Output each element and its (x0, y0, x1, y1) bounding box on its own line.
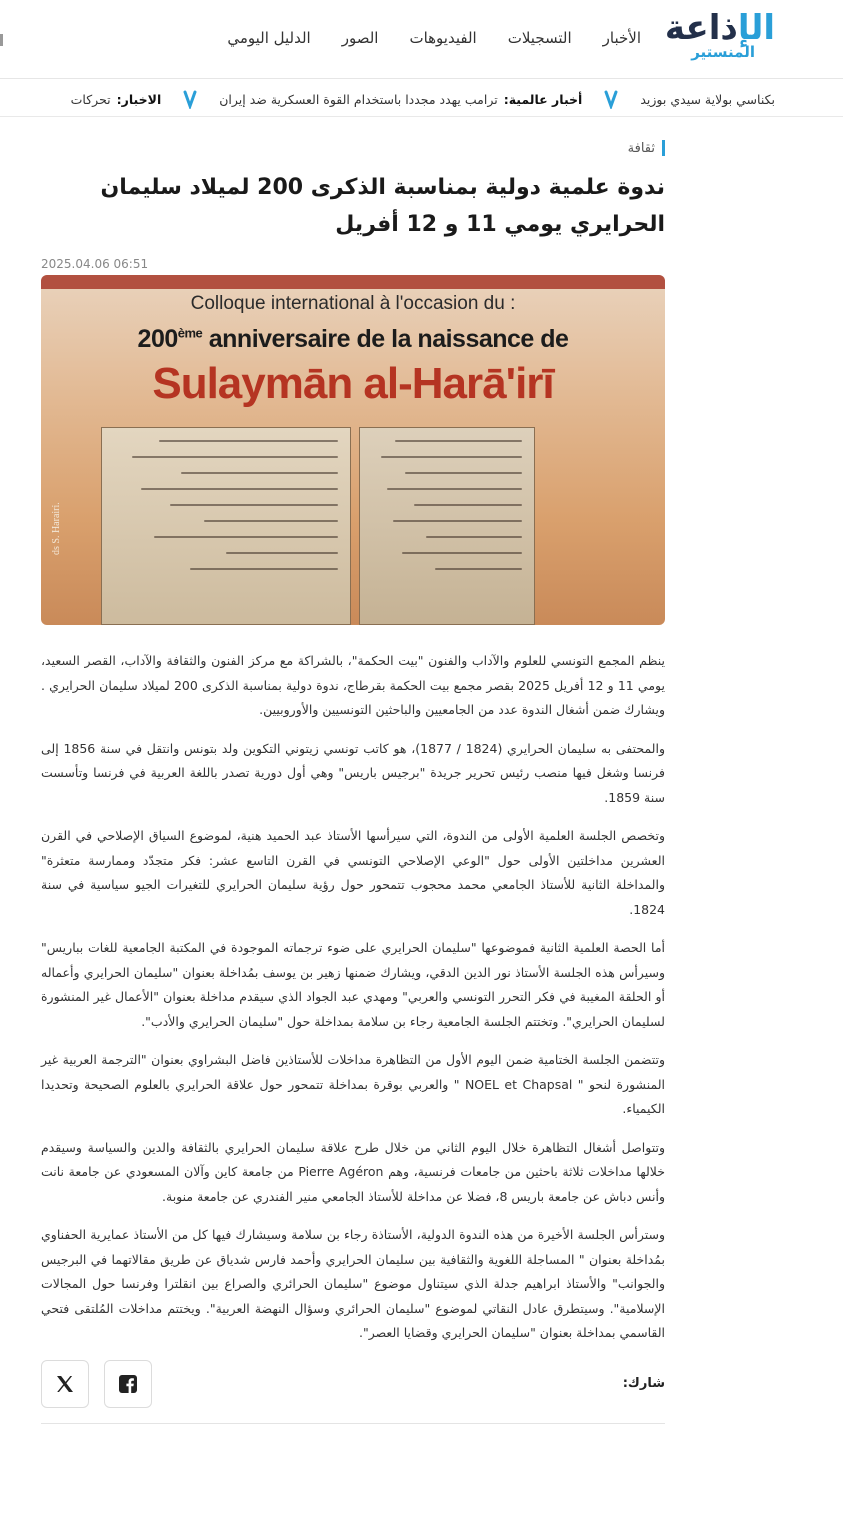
manuscript-page-right (359, 427, 535, 625)
article (41, 117, 665, 1424)
article-paragraph: والمحتفى به سليمان الحرايري (1824 / 1877)، هو كاتب تونسي زيتوني التكوين ولد بتونس وانتقل في سنة 1856 إلى فرنسا وشغل فيها منصب رئيس تحرير جريدة "برجيس باريس" وهي أول دورية تصدر باللغة العربية في فرنسا وتأسست سنة 1859. (41, 740, 665, 805)
article-date: 2025.04.06 06:51 (41, 257, 149, 271)
logo-wordmark: الإذاعة (664, 8, 775, 48)
article-title: ندوة علمية دولية بمناسبة الذكرى 200 لميلاد سليمان الحرايري يومي 11 و 12 أفريل (100, 175, 665, 237)
logo-subtitle: المنستير (691, 43, 755, 61)
nav-item-news[interactable]: الأخبار (602, 29, 641, 47)
site-header (0, 0, 843, 79)
header-edge-mark (0, 34, 3, 46)
article-paragraph: وتتواصل أشغال التظاهرة خلال اليوم الثاني من خلال طرح علاقة سليمان الحرايري بالثقافة والدين والسياسة وسيقدم خلالها مداخلات ثلاثة باحثين من جامعات فرنسية، وهم Pierre Agéron من جامعة كاين وآلان المسعودي عن جامعة نانت وأنس دباش عن جامعة باريس 8، فضلا عن مداخلة للأستاذ الجامعي منير الفندري عن جامعة منوبة. (41, 1139, 665, 1204)
share-label: شارك: (622, 1375, 665, 1391)
share-bar (41, 1360, 665, 1424)
article-body (41, 649, 665, 1346)
facebook-icon (119, 1375, 137, 1393)
ticker-item[interactable]: بكناسي بولاية سيدي بوزيد (640, 91, 775, 107)
share-x-button[interactable] (41, 1360, 89, 1408)
hero-caption-line1: Colloque international à l'occasion du : (190, 293, 516, 314)
main-nav (227, 28, 641, 48)
hero-side-credit: ds S. Harairi. (51, 502, 62, 555)
article-paragraph: وتتضمن الجلسة الختامية ضمن اليوم الأول من التظاهرة مداخلات للأستاذين فاضل البشراوي بعنوان "الترجمة العربية غير المنشورة لنحو " NOEL et Chapsal " والعربي بوقرة بمداخلة تتمحور حول علاقة الحرايري بالعلوم الصحيحة وتحديدا الكيمياء. (41, 1052, 665, 1116)
share-facebook-button[interactable] (104, 1360, 152, 1408)
article-hero-image (41, 275, 665, 625)
article-paragraph: وتخصص الجلسة العلمية الأولى من الندوة، التي سيرأسها الأستاذ عبد الحميد هنية، لموضوع السياق الإصلاحي في القرن العشرين مداخلتين الأولى حول "الوعي الإصلاحي التونسي في القرن التاسع عشر: فكر متجدّد وممارسة متعثرة" والمداخلة الثانية للأستاذ الجامعي محمد محجوب تتمحور حول رؤية سليمان الحرايري للتغيرات الجيو سياسية في سنة 1824. (41, 828, 665, 917)
x-twitter-icon (55, 1374, 75, 1394)
nav-item-daily-guide[interactable]: الدليل اليومي (227, 29, 311, 47)
article-paragraph: أما الحصة العلمية الثانية فموضوعها "سليمان الحرايري على ضوء ترجماته الموجودة في المكتبة الجامعية للغات بباريس" وسيرأس هذه الجلسة الأستاذ نور الدين الدقي، ويشارك ضمنها زهير بن يوسف بمُداخلة بعنوان "سليمان الحرايري وأعماله أو الحلقة المغيبة في فكر التحرر التونسي والعربي" ومهدي عبد الجواد الذي سيقدم مداخلة بعنوان "الأعمال غير المنشورة لسليمان الحرايري". وتختتم الجلسة الجامعية رجاء بن سلامة بمداخلة حول "سليمان الحرايري والأدب". (41, 940, 665, 1029)
ticker-separator-icon (183, 89, 197, 109)
nav-item-recordings[interactable]: التسجيلات (507, 29, 572, 47)
site-logo[interactable] (665, 10, 775, 66)
article-category[interactable] (41, 139, 665, 157)
ticker-item[interactable]: الاخبار: تحركات (70, 91, 162, 107)
hero-top-band (41, 275, 665, 289)
ticker-separator-icon (604, 89, 618, 109)
news-ticker (0, 80, 843, 117)
ticker-item[interactable]: أخبار عالمية: ترامب يهدد مجددا باستخدام القوة العسكرية ضد إيران (219, 91, 583, 107)
category-label: ثقافة (627, 140, 655, 156)
hero-caption-line2: 200ème anniversaire de la naissance de (137, 325, 569, 353)
article-paragraph: ينظم المجمع التونسي للعلوم والآداب والفنون "بيت الحكمة"، بالشراكة مع مركز الفنون والثقافة والآداب، القصر السعيد، يومي 11 و 12 أفريل 2025 بقصر مجمع بيت الحكمة بقرطاج، ندوة دولية بمناسبة الذكرى 200 لميلاد سليمان الحرايري . ويشارك ضمن أشغال الندوة عدد من الجامعيين والباحثين التونسيين والأوروبيين. (41, 653, 665, 717)
category-marker (662, 140, 665, 156)
nav-item-videos[interactable]: الفيديوهات (409, 29, 477, 47)
ticker-track (71, 89, 775, 109)
nav-item-photos[interactable]: الصور (341, 29, 379, 47)
manuscript-page-left (101, 427, 351, 625)
hero-caption-line3: Sulaymān al-Harā'irī (152, 359, 554, 408)
article-paragraph: وسترأس الجلسة الأخيرة من هذه الندوة الدولية، الأستاذة رجاء بن سلامة وسيشارك فيها كل من الأستاذ عمايرية الحفناوي بمُداخلة بعنوان " المساجلة اللغوية والثقافية بين سليمان الحرايري وأحمد فارس شدياق عن طريق مقالاتهما في البرجيس والجوانب" والأستاذ ابراهيم جدلة الذي سيتناول موضوع "سليمان الحرائري والصراع بين انقلترا وفرنسا حول المجالات الإسلامية". وسيتطرق عادل النقاتي لموضوع "سليمان الحرائري وسؤال النهضة العربية". ويختتم مداخلات المُلتقى فتحي القاسمي بمداخلة بعنوان "سليمان الحرايري وقضايا العصر". (41, 1227, 665, 1340)
